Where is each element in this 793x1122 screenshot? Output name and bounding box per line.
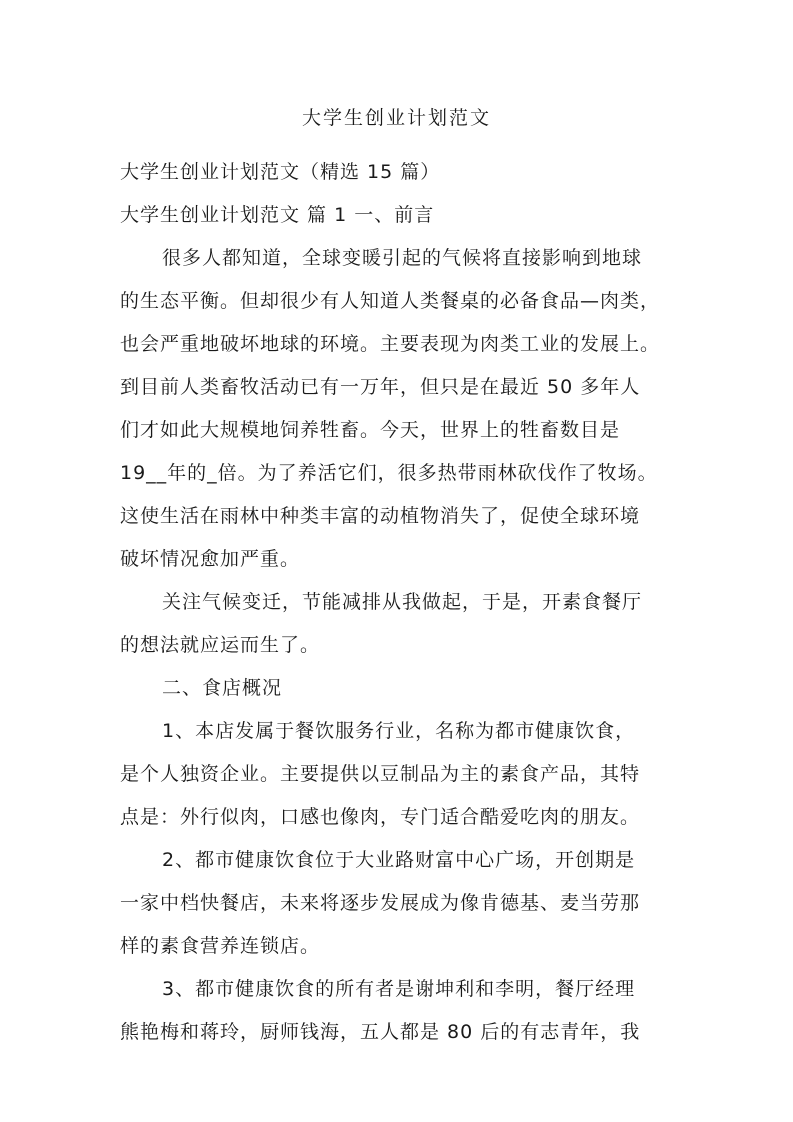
list-item-line: 熊艳梅和蒋玲，厨师钱海，五人都是 80 后的有志青年，我: [120, 1021, 641, 1043]
paragraph-line: 很多人都知道，全球变暖引起的气候将直接影响到地球: [162, 247, 643, 269]
paragraph-line: 破坏情况愈加严重。: [120, 548, 301, 570]
paragraph-line: 19__年的_倍。为了养活它们，很多热带雨林砍伐作了牧场。: [120, 462, 658, 484]
list-item-line: 3、都市健康饮食的所有者是谢坤利和李明，餐厅经理: [162, 978, 636, 1000]
paragraph-line: 的想法就应运而生了。: [120, 634, 321, 656]
list-item-line: 一家中档快餐店，未来将逐步发展成为像肯德基、麦当劳那: [120, 892, 641, 914]
document-subtitle: 大学生创业计划范文（精选 15 篇）: [120, 161, 441, 183]
paragraph-line: 到目前人类畜牧活动已有一万年，但只是在最近 50 多年人: [120, 376, 641, 398]
paragraph-line: 们才如此大规模地饲养牲畜。今天，世界上的牲畜数目是: [120, 419, 621, 441]
paragraph-line: 的生态平衡。但却很少有人知道人类餐桌的必备食品—肉类，: [120, 290, 661, 312]
list-item-line: 点是：外行似肉，口感也像肉，专门适合酷爱吃肉的朋友。: [120, 806, 641, 828]
list-item-line: 样的素食营养连锁店。: [120, 935, 321, 957]
list-item-line: 2、都市健康饮食位于大业路财富中心广场，开创期是: [162, 849, 636, 871]
page-title: 大学生创业计划范文: [301, 107, 491, 129]
section-heading-2: 二、食店概况: [162, 677, 283, 699]
section-heading: 大学生创业计划范文 篇 1 一、前言: [120, 204, 435, 226]
paragraph-line: 也会严重地破坏地球的环境。主要表现为肉类工业的发展上。: [120, 333, 661, 355]
list-item-line: 1、本店发属于餐饮服务行业，名称为都市健康饮食，: [162, 720, 636, 742]
paragraph-line: 关注气候变迁，节能减排从我做起，于是，开素食餐厅: [162, 591, 643, 613]
paragraph-line: 这使生活在雨林中种类丰富的动植物消失了，促使全球环境: [120, 505, 641, 527]
list-item-line: 是个人独资企业。主要提供以豆制品为主的素食产品，其特: [120, 763, 641, 785]
